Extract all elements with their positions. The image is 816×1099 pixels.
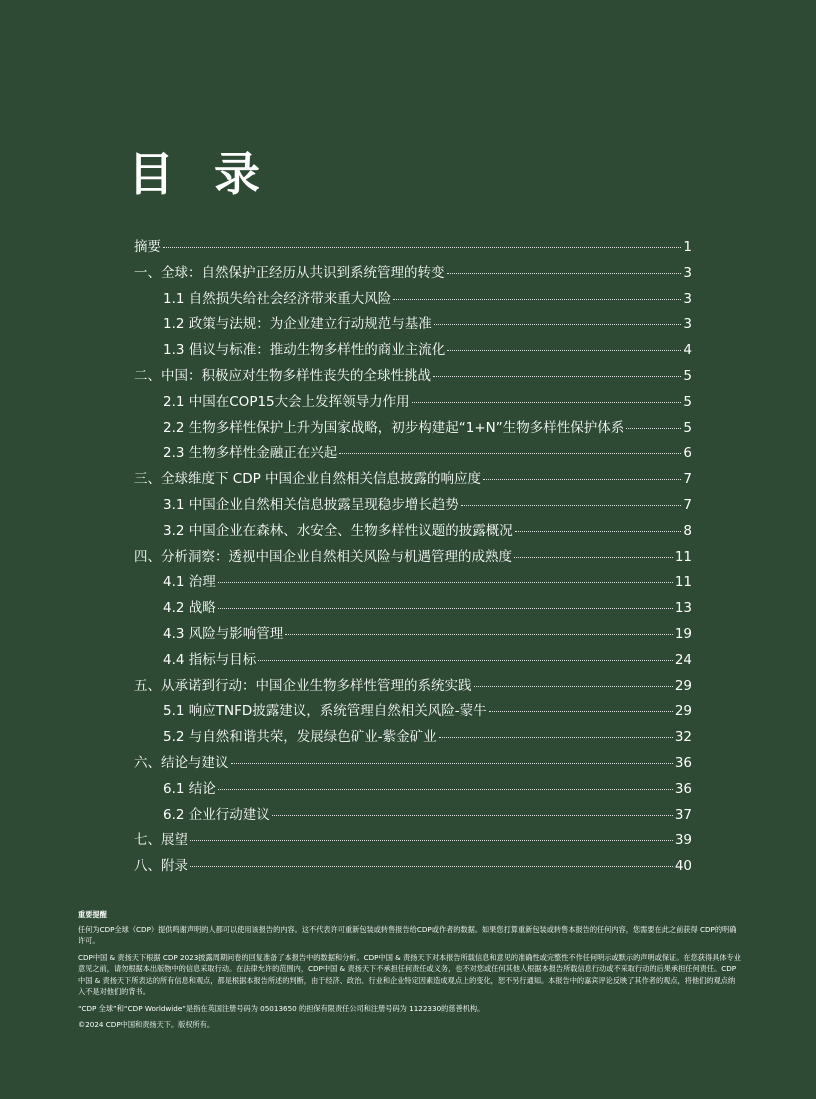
toc-subsection-entry[interactable] (134, 519, 692, 545)
toc-dot-leader (218, 582, 673, 583)
toc-page-number: 29 (674, 677, 692, 694)
toc-subsection-entry[interactable] (134, 596, 692, 622)
toc-page-number: 8 (683, 522, 692, 539)
toc-page-number: 36 (674, 780, 692, 797)
toc-subsection-entry[interactable] (134, 777, 692, 803)
toc-dot-leader (439, 737, 673, 738)
toc-dot-leader (190, 840, 673, 841)
toc-dot-leader (447, 273, 682, 274)
toc-section-entry[interactable] (134, 828, 692, 854)
toc-section-entry[interactable] (134, 467, 692, 493)
toc-page-number: 5 (683, 393, 692, 410)
disclaimer-paragraph: CDP中国 & 责扬天下根据 CDP 2023披露周期问卷的回复准备了本报告中的数据和分析。CDP中国 & 责扬天下对本报告所载信息和意见的准确性或完整性不作任何明示或默示的声明或保证。在您获得具体专业意见之前，请勿根据本出版物中的信息采取行动。在法律允许的范围内，CDP中国 & 责扬天下不承担任何责任或义务，也不对您或任何其他人根据本报告所载信息行动或不采取行动的后果承担任何责任。CDP中国 & 责扬天下所表达的所有信息和观点，都是根据本报告所述的判断，由于经济、政治、行业和企业特定因素造成观点上的变化，恕不另行通知。本报告中的嘉宾评论反映了其作者的观点，将他们的观点纳入不是对他们的背书。 (78, 952, 741, 996)
toc-entry-title: 二、中国：积极应对生物多样性丧失的全球性挑战 (134, 367, 431, 384)
toc-page-number: 13 (674, 600, 692, 617)
toc-entry-title: 3.2 中国企业在森林、水安全、生物多样性议题的披露概况 (163, 522, 513, 539)
toc-page-number: 4 (683, 342, 692, 359)
toc-page-number: 39 (674, 832, 692, 849)
toc-entry-title: 1.3 倡议与标准：推动生物多样性的商业主流化 (163, 342, 446, 359)
toc-section-entry[interactable] (134, 364, 692, 390)
toc-entry-title: 2.2 生物多样性保护上升为国家战略，初步构建起“1+N”生物多样性保护体系 (163, 419, 625, 436)
disclaimer-heading: 重要提醒 (78, 910, 107, 919)
toc-section-entry[interactable] (134, 674, 692, 700)
toc-page-number: 29 (674, 703, 692, 720)
toc-dot-leader (433, 376, 681, 377)
toc-page-number: 3 (683, 264, 692, 281)
toc-page-number: 24 (674, 651, 692, 668)
toc-entry-title: 5.1 响应TNFD披露建议，系统管理自然相关风险-蒙牛 (163, 703, 487, 720)
toc-entry-title: 3.1 中国企业自然相关信息披露呈现稳步增长趋势 (163, 496, 459, 513)
toc-dot-leader (393, 299, 681, 300)
toc-entry-title: 三、全球维度下 CDP 中国企业自然相关信息披露的响应度 (134, 471, 482, 488)
toc-dot-leader (461, 505, 682, 506)
toc-subsection-entry[interactable] (134, 312, 692, 338)
toc-subsection-entry[interactable] (134, 287, 692, 313)
toc-page-number: 7 (683, 496, 692, 513)
toc-entry-title: 五、从承诺到行动：中国企业生物多样性管理的系统实践 (134, 677, 472, 694)
toc-subsection-entry[interactable] (134, 493, 692, 519)
toc-page-number: 5 (683, 419, 692, 436)
toc-dot-leader (515, 531, 682, 532)
toc-page-number: 1 (683, 239, 692, 255)
toc-page-number: 3 (683, 290, 692, 307)
toc-entry-title: 四、分析洞察：透视中国企业自然相关风险与机遇管理的成熟度 (134, 548, 512, 565)
table-of-contents (134, 235, 692, 880)
toc-section-entry[interactable] (134, 751, 692, 777)
toc-subsection-entry[interactable] (134, 622, 692, 648)
disclaimer-paragraph: 任何为CDP全球（CDP）提供鸣谢声明的人都可以使用该报告的内容。这不代表许可重新包装或转售报告给CDP或作者的数据。如果您打算重新包装或转售本报告的任何内容，您需要在此之前获得 CDP的明确许可。 (78, 924, 737, 945)
toc-dot-leader (483, 479, 681, 480)
toc-entry-title: 1.1 自然损失给社会经济带来重大风险 (163, 290, 392, 307)
toc-subsection-entry[interactable] (134, 725, 692, 751)
toc-dot-leader (163, 247, 681, 248)
toc-dot-leader (190, 866, 673, 867)
toc-page-number: 11 (674, 548, 692, 565)
toc-entry-title: 4.3 风险与影响管理 (163, 625, 284, 642)
disclaimer-paragraph: “CDP 全球”和“CDP Worldwide”是指在英国注册号码为 05013650 的担保有限责任公司和注册号码为 1122330的慈善机构。 (78, 1003, 485, 1013)
toc-entry-title: 4.1 治理 (163, 574, 216, 591)
toc-entry-title: 八、附录 (134, 858, 188, 875)
disclaimer-paragraph: ©2024 CDP中国和责扬天下。版权所有。 (78, 1020, 215, 1029)
toc-entry-title: 2.1 中国在COP15大会上发挥领导力作用 (163, 393, 410, 410)
toc-subsection-entry[interactable] (134, 441, 692, 467)
toc-dot-leader (218, 789, 673, 790)
toc-entry-title: 6.2 企业行动建议 (163, 806, 270, 823)
page-title: 目 录 (128, 147, 273, 201)
toc-dot-leader (489, 711, 673, 712)
toc-section-entry[interactable] (134, 545, 692, 571)
toc-subsection-entry[interactable] (134, 390, 692, 416)
disclaimer (78, 909, 742, 1036)
toc-dot-leader (514, 557, 673, 558)
toc-section-entry[interactable] (134, 854, 692, 880)
toc-entry-title: 4.2 战略 (163, 600, 216, 617)
toc-subsection-entry[interactable] (134, 803, 692, 829)
toc-entry-title: 2.3 生物多样性金融正在兴起 (163, 445, 338, 462)
toc-entry-title: 1.2 政策与法规：为企业建立行动规范与基准 (163, 316, 432, 333)
toc-page-number: 3 (683, 316, 692, 333)
toc-section-entry[interactable] (134, 261, 692, 287)
toc-dot-leader (412, 402, 682, 403)
toc-dot-leader (231, 763, 673, 764)
toc-entry-title: 4.4 指标与目标 (163, 651, 257, 668)
toc-dot-leader (339, 453, 681, 454)
toc-page-number: 19 (674, 625, 692, 642)
toc-dot-leader (218, 608, 673, 609)
toc-dot-leader (434, 324, 682, 325)
toc-subsection-entry[interactable] (134, 338, 692, 364)
toc-entry-title: 摘要 (134, 239, 161, 255)
toc-page-number: 11 (674, 574, 692, 591)
toc-subsection-entry[interactable] (134, 648, 692, 674)
toc-section-entry[interactable] (134, 235, 692, 261)
toc-subsection-entry[interactable] (134, 416, 692, 442)
toc-dot-leader (626, 428, 681, 429)
toc-page-number: 37 (674, 806, 692, 823)
toc-page-number: 40 (674, 858, 692, 875)
toc-subsection-entry[interactable] (134, 570, 692, 596)
toc-page-number: 36 (674, 754, 692, 771)
toc-page-number: 6 (683, 445, 692, 462)
toc-dot-leader (258, 660, 673, 661)
toc-dot-leader (447, 350, 681, 351)
toc-entry-title: 一、全球：自然保护正经历从共识到系统管理的转变 (134, 264, 445, 281)
toc-entry-title: 5.2 与自然和谐共荣，发展绿色矿业-紫金矿业 (163, 729, 437, 746)
toc-entry-title: 6.1 结论 (163, 780, 216, 797)
toc-subsection-entry[interactable] (134, 699, 692, 725)
toc-dot-leader (272, 815, 673, 816)
toc-page-number: 32 (674, 729, 692, 746)
toc-page-number: 5 (683, 367, 692, 384)
toc-page-number: 7 (683, 471, 692, 488)
toc-entry-title: 七、展望 (134, 832, 188, 849)
toc-dot-leader (285, 634, 673, 635)
toc-entry-title: 六、结论与建议 (134, 754, 229, 771)
toc-dot-leader (474, 686, 673, 687)
